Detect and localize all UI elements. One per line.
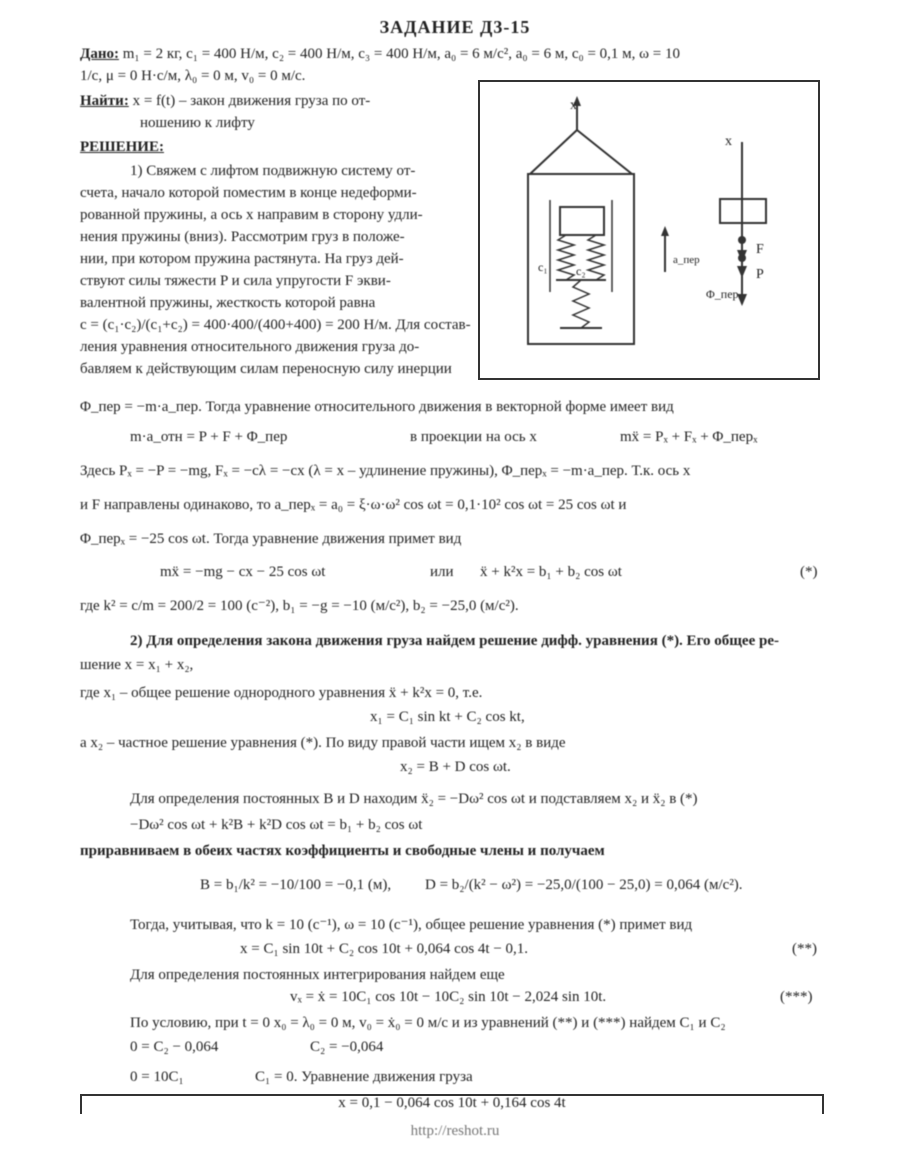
line-cond: По условию, при t = 0 x₀ = λ₀ = 0 м, v₀ = ẋ₀ = 0 м/с и из уравнений (**) и (***) найдем C₁ и C₂ xyxy=(130,1015,726,1031)
given-line-2: 1/с, μ = 0 Н·с/м, λ₀ = 0 м, v₀ = 0 м/с. xyxy=(80,68,306,84)
footer-link[interactable]: http://reshot.ru xyxy=(410,1123,500,1139)
eq-B: B = b₁/k² = −10/100 = −0,1 (м), xyxy=(200,877,392,893)
find-line-2: ношению к лифту xyxy=(140,115,255,131)
paragraph-1-line: счета, начало которой поместим в конце недеформи- xyxy=(80,185,417,201)
eq-x1: x₁ = C₁ sin kt + C₂ cos kt, xyxy=(370,709,525,725)
label-x-top: x xyxy=(570,98,577,113)
line-consts: Для определения постоянных интегрирования найдем еще xyxy=(130,967,505,983)
eq-general-tag: (**) xyxy=(792,941,817,957)
eq-velocity: vₓ = ẋ = 10C₁ cos 10t − 10C₂ sin 10t − 2,024 sin 10t. xyxy=(290,989,607,1005)
eq-vector-left: m·a_отн = P + F + Φ_пер xyxy=(130,429,288,445)
find-text-1: x = f(t) – закон движения груза по от- xyxy=(132,93,371,109)
eq-velocity-tag: (***) xyxy=(780,989,813,1005)
line-c1b: C₂ = −0,064 xyxy=(310,1039,384,1055)
line-gen: где x₁ – общее решение однородного уравнения ẍ + k²x = 0, т.е. xyxy=(80,685,483,701)
given-label: Дано: xyxy=(80,46,119,62)
given-line-1 xyxy=(80,45,680,63)
line-here-1: Здесь Pₓ = −P = −mg, Fₓ = −cλ = −cx (λ = x – удлинение пружины), Φ_перₓ = −m·a_пер. Т.к. ось x xyxy=(80,463,691,479)
line-inertia: Φ_пер = −m·a_пер. Тогда уравнение относительного движения в векторной форме имеет вид xyxy=(80,399,674,415)
line-det: Для определения постоянных B и D находим ẍ₂ = −Dω² cos ωt и подставляем x₂ и ẍ₂ в (*) xyxy=(130,791,698,807)
para2-line-1: 2) Для определения закона движения груза найдем решение дифф. уравнения (*). Его общее ре- xyxy=(130,633,779,649)
solution-label: РЕШЕНИЕ: xyxy=(80,139,164,155)
eq-vector-mid: в проекции на ось x xyxy=(410,429,537,445)
eq-motion-tag: (*) xyxy=(800,564,818,580)
line-here-2: и F направлены одинаково, то a_перₓ = a₀ = ξ·ω·ω² cos ωt = 0,1·10² cos ωt = 25 cos ωt и xyxy=(80,497,627,513)
eq-x2: x₂ = B + D cos ωt. xyxy=(400,759,511,775)
paragraph-1-line: c = (c₁·c₂)/(c₁+c₂) = 400·400/(400+400) = 200 Н/м. Для состав- xyxy=(80,317,471,333)
eq-vector-right: mẍ = Pₓ + Fₓ + Φ_перₓ xyxy=(620,429,758,445)
paragraph-1-line: 1) Свяжем с лифтом подвижную систему от- xyxy=(130,163,416,179)
label-x-right: x xyxy=(725,134,732,149)
label-P: P xyxy=(756,267,764,282)
label-c1: c₁ xyxy=(538,260,548,274)
eq-general: x = C₁ sin 10t + C₂ cos 10t + 0,064 cos 4t − 0,1. xyxy=(240,941,529,957)
paragraph-1-line: нения пружины (вниз). Рассмотрим груз в положе- xyxy=(80,229,405,245)
eq-D: D = b₂/(k² − ω²) = −25,0/(100 − 25,0) = 0,064 (м/с²). xyxy=(425,877,743,893)
answer-equation: x = 0,1 − 0,064 cos 10t + 0,164 cos 4t xyxy=(338,1095,566,1111)
paragraph-1-line: рованной пружины, а ось x направим в сторону удли- xyxy=(80,207,423,223)
line-c2b: C₁ = 0. Уравнение движения груза xyxy=(255,1069,473,1085)
find-label: Найти: xyxy=(80,93,129,109)
line-c1: 0 = C₂ − 0,064 xyxy=(130,1039,219,1055)
line-c2: 0 = 10C₁ xyxy=(130,1069,184,1085)
label-Phi: Φ_пер xyxy=(706,287,739,301)
paragraph-1-line: нии, при котором пружина растянута. На груз дей- xyxy=(80,251,404,267)
paragraph-1-line: бавляем к действующим силам переносную силу инерции xyxy=(80,361,452,377)
label-F: F xyxy=(756,242,764,257)
spring-mass-diagram xyxy=(480,82,818,378)
eq-motion-left: mẍ = −mg − cx − 25 cos ωt xyxy=(160,564,326,580)
line-partial: а x₂ – частное решение уравнения (*). По виду правой части ищем x₂ в виде xyxy=(80,735,566,751)
paragraph-1-line: ствуют силы тяжести P и сила упругости F экви- xyxy=(80,273,391,289)
eq-subst: −Dω² cos ωt + k²B + k²D cos ωt = b₁ + b₂ cos ωt xyxy=(130,817,423,833)
line-equate: приравниваем в обеих частях коэффициенты и свободные члены и получаем xyxy=(80,843,605,859)
para2-line-2: шение x = x₁ + x₂, xyxy=(80,657,194,673)
line-here-3: Φ_перₓ = −25 cos ωt. Тогда уравнение движения примет вид xyxy=(80,531,462,547)
paragraph-1-line: ления уравнения относительного движения груза до- xyxy=(80,339,420,355)
label-c2: c₂ xyxy=(576,264,586,278)
page-title: ЗАДАНИЕ Д3-15 xyxy=(379,17,531,37)
eq-motion-right: ẍ + k²x = b₁ + b₂ cos ωt xyxy=(480,564,622,580)
given-text-1: m₁ = 2 кг, c₁ = 400 Н/м, c₂ = 400 Н/м, c₃ = 400 Н/м, a₀ = 6 м/с², a₀ = 6 м, c₀ = 0,1 м, ω = 10 xyxy=(122,46,681,62)
line-then: Тогда, учитывая, что k = 10 (с⁻¹), ω = 10 (с⁻¹), общее решение уравнения (*) примет вид xyxy=(130,917,693,933)
figure-frame xyxy=(478,80,820,380)
eq-motion-or: или xyxy=(430,564,454,580)
find-line-1 xyxy=(80,92,370,110)
line-where: где k² = c/m = 200/2 = 100 (с⁻²), b₁ = −g = −10 (м/с²), b₂ = −25,0 (м/с²). xyxy=(80,598,519,614)
paragraph-1-line: валентной пружины, жесткость которой равна xyxy=(80,295,376,311)
label-a: a_пер xyxy=(673,254,700,266)
